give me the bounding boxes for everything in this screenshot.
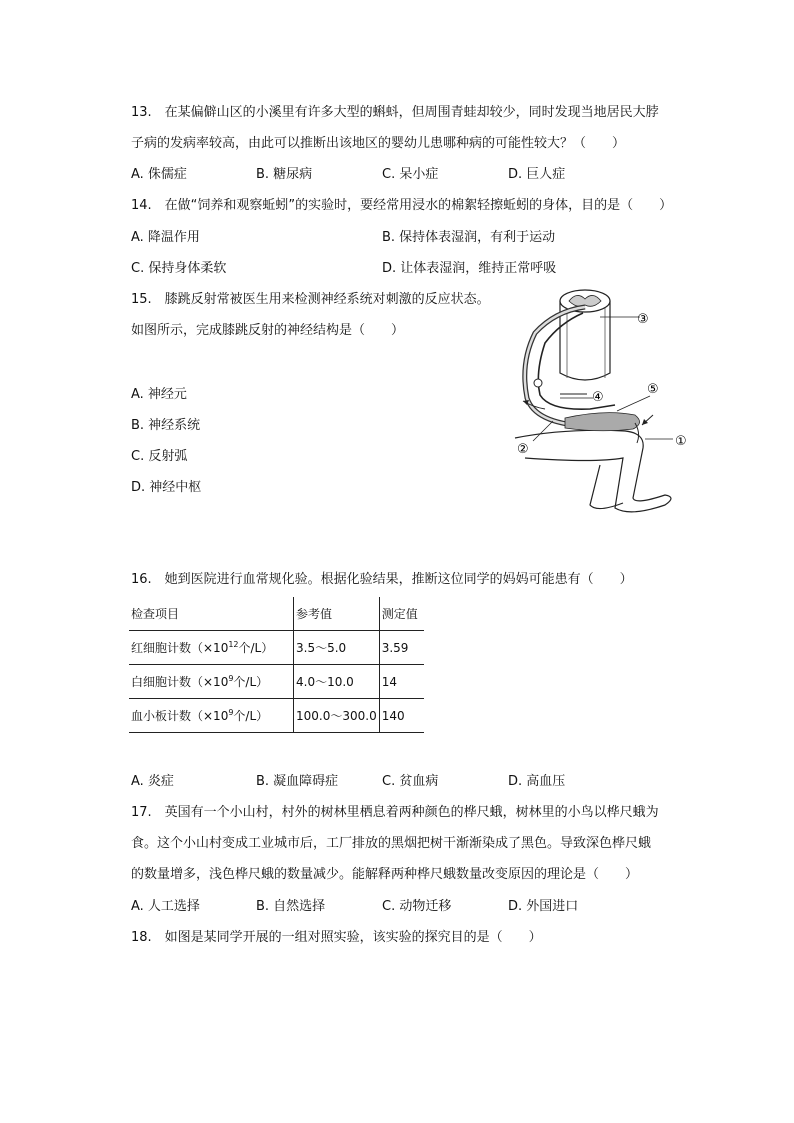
q14-option-a[interactable]: A. 降温作用 <box>131 230 200 245</box>
q13-option-d[interactable]: D. 巨人症 <box>508 167 566 182</box>
row-val-wbc: 14 <box>379 665 424 699</box>
row-item-wbc: 白细胞计数（$\times 10^9$个/L） <box>129 665 294 699</box>
q13-option-c[interactable]: C. 呆小症 <box>382 167 439 182</box>
q16-option-b[interactable]: B. 凝血障碍症 <box>256 774 339 789</box>
row-val-platelet: 140 <box>379 699 424 733</box>
label-5: ⑤ <box>647 382 659 397</box>
q15-stem-line2: 如图所示，完成膝跳反射的神经结构是（ ） <box>131 323 405 338</box>
q15-stem-line1: 15. 膝跳反射常被医生用来检测神经系统对刺激的反应状态。 <box>131 292 490 307</box>
q15-option-c[interactable]: C. 反射弧 <box>131 449 188 464</box>
q13-option-a[interactable]: A. 侏儒症 <box>131 167 187 182</box>
header-reference: 参考值 <box>294 597 380 631</box>
q17-option-b[interactable]: B. 自然选择 <box>256 899 326 914</box>
q13-option-b[interactable]: B. 糖尿病 <box>256 167 313 182</box>
row-item-rbc: 红细胞计数（$\times 10^{12}$个/L） <box>129 631 294 665</box>
q14-option-c[interactable]: C. 保持身体柔软 <box>131 261 227 276</box>
label-3: ③ <box>637 312 649 327</box>
q15-option-b[interactable]: B. 神经系统 <box>131 418 201 433</box>
knee-reflex-figure <box>505 283 700 519</box>
q15-option-a[interactable]: A. 神经元 <box>131 387 187 402</box>
q16-stem: 16. 她到医院进行血常规化验。根据化验结果，推断这位同学的妈妈可能患有（ ） <box>131 572 633 587</box>
row-val-rbc: 3.59 <box>379 631 424 665</box>
q16-option-c[interactable]: C. 贫血病 <box>382 774 439 789</box>
q17-option-c[interactable]: C. 动物迁移 <box>382 899 452 914</box>
q17-stem-line2: 食。这个小山村变成工业城市后，工厂排放的黑烟把树干渐渐染成了黑色。导致深色桦尺蛾 <box>131 836 652 851</box>
table-row <box>129 699 424 733</box>
label-4: ④ <box>592 390 604 405</box>
label-2: ② <box>517 442 529 457</box>
q15-option-d[interactable]: D. 神经中枢 <box>131 480 202 495</box>
knee-reflex-diagram <box>505 283 700 519</box>
label-1: ① <box>675 434 687 449</box>
q14-stem: 14. 在做“饲养和观察蚯蚓”的实验时，要经常用浸水的棉絮轻擦蚯蚓的身体，目的是（ ） <box>131 198 673 213</box>
row-ref-platelet: 100.0～300.0 <box>294 699 380 733</box>
q16-option-d[interactable]: D. 高血压 <box>508 774 566 789</box>
row-ref-rbc: 3.5～5.0 <box>294 631 380 665</box>
q17-option-a[interactable]: A. 人工选择 <box>131 899 200 914</box>
row-ref-wbc: 4.0～10.0 <box>294 665 380 699</box>
table-row <box>129 631 424 665</box>
row-item-platelet: 血小板计数（$\times 10^9$个/L） <box>129 699 294 733</box>
q13-stem-line2: 子病的发病率较高，由此可以推断出该地区的婴幼儿患哪种病的可能性较大？（ ） <box>131 136 626 151</box>
q13-stem-line1: 13. 在某偏僻山区的小溪里有许多大型的蝌蚪，但周围青蛙却较少，同时发现当地居民大脖 <box>131 105 659 120</box>
table-header-row <box>129 597 424 631</box>
q17-stem-line3: 的数量增多，浅色桦尺蛾的数量减少。能解释两种桦尺蛾数量改变原因的理论是（ ） <box>131 867 639 882</box>
header-measured: 测定值 <box>379 597 424 631</box>
q14-option-b[interactable]: B. 保持体表湿润，有利于运动 <box>382 230 556 245</box>
q16-option-a[interactable]: A. 炎症 <box>131 774 174 789</box>
q18-stem: 18. 如图是某同学开展的一组对照实验，该实验的探究目的是（ ） <box>131 930 542 945</box>
blood-test-table <box>129 597 424 733</box>
q17-option-d[interactable]: D. 外国进口 <box>508 899 579 914</box>
q14-option-d[interactable]: D. 让体表湿润，维持正常呼吸 <box>382 261 557 276</box>
table-row <box>129 665 424 699</box>
header-item: 检查项目 <box>129 597 294 631</box>
q17-stem-line1: 17. 英国有一个小山村，村外的树林里栖息着两种颜色的桦尺蛾，树林里的小鸟以桦尺蛾为 <box>131 805 659 820</box>
